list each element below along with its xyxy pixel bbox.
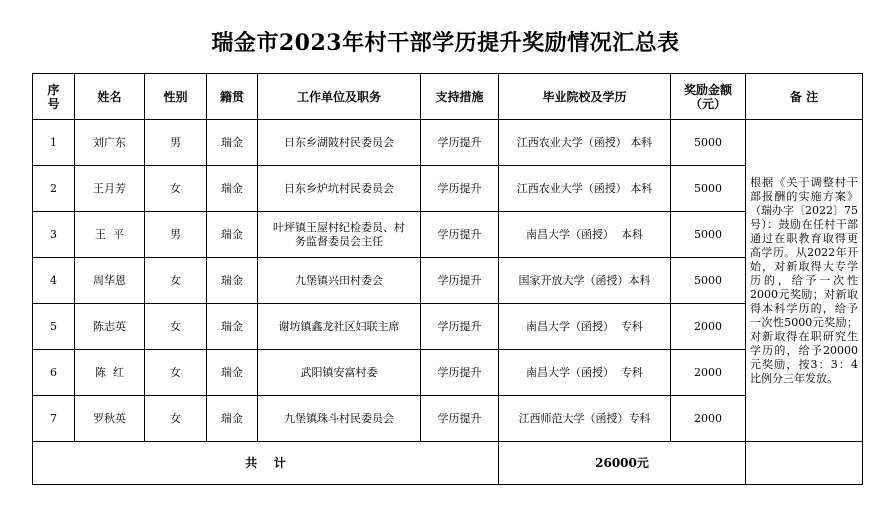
cell-unit: 九堡镇珠斗村民委员会 [258, 396, 421, 442]
cell-hometown: 瑞金 [207, 258, 258, 304]
header-gender: 性别 [145, 74, 207, 120]
table-row [33, 350, 863, 396]
cell-amount: 5000 [671, 258, 746, 304]
header-no: 序号 [33, 74, 75, 120]
cell-school: 国家开放大学（函授）本科 [499, 258, 671, 304]
header-hometown: 籍贯 [207, 74, 258, 120]
cell-school: 南昌大学（函授） 专科 [499, 350, 671, 396]
cell-school: 南昌大学（函授） 专科 [499, 304, 671, 350]
cell-no: 6 [33, 350, 75, 396]
cell-measure: 学历提升 [421, 212, 499, 258]
cell-name: 刘广东 [75, 120, 145, 166]
total-row [33, 442, 863, 485]
header-school: 毕业院校及学历 [499, 74, 671, 120]
table-row [33, 120, 863, 166]
cell-school: 江西农业大学（函授） 本科 [499, 120, 671, 166]
cell-no: 1 [33, 120, 75, 166]
header-measure: 支持措施 [421, 74, 499, 120]
cell-measure: 学历提升 [421, 120, 499, 166]
header-amount: 奖励金额（元） [671, 74, 746, 120]
table-row [33, 166, 863, 212]
cell-hometown: 瑞金 [207, 166, 258, 212]
cell-name: 王 平 [75, 212, 145, 258]
cell-hometown: 瑞金 [207, 350, 258, 396]
cell-measure: 学历提升 [421, 258, 499, 304]
cell-no: 5 [33, 304, 75, 350]
cell-amount: 2000 [671, 396, 746, 442]
cell-gender: 女 [145, 166, 207, 212]
cell-hometown: 瑞金 [207, 120, 258, 166]
cell-unit: 谢坊镇鑫龙社区妇联主席 [258, 304, 421, 350]
header-unit: 工作单位及职务 [258, 74, 421, 120]
cell-no: 7 [33, 396, 75, 442]
cell-school: 江西农业大学（函授） 本科 [499, 166, 671, 212]
cell-school: 南昌大学（函授） 本科 [499, 212, 671, 258]
cell-school: 江西师范大学（函授）专科 [499, 396, 671, 442]
cell-gender: 男 [145, 212, 207, 258]
cell-no: 4 [33, 258, 75, 304]
cell-amount: 5000 [671, 120, 746, 166]
cell-gender: 女 [145, 396, 207, 442]
cell-amount: 5000 [671, 212, 746, 258]
table-row [33, 258, 863, 304]
cell-measure: 学历提升 [421, 350, 499, 396]
cell-no: 3 [33, 212, 75, 258]
cell-unit: 日东乡炉坑村民委员会 [258, 166, 421, 212]
cell-hometown: 瑞金 [207, 212, 258, 258]
total-label: 共 计 [33, 442, 499, 485]
header-row [33, 74, 863, 120]
cell-amount: 2000 [671, 350, 746, 396]
cell-measure: 学历提升 [421, 304, 499, 350]
cell-unit: 九堡镇兴田村委会 [258, 258, 421, 304]
header-name: 姓名 [75, 74, 145, 120]
page-title: 瑞金市2023年村干部学历提升奖励情况汇总表 [211, 30, 680, 56]
cell-unit: 武阳镇安富村委 [258, 350, 421, 396]
header-remark: 备 注 [746, 74, 863, 120]
cell-amount: 2000 [671, 304, 746, 350]
table-row [33, 396, 863, 442]
remark-cell: 根据《关于调整村干部报酬的实施方案》（瑞办字〔2022〕75号）：鼓励在任村干部通过在职教育取得更高学历。从2022年开始，对新取得大专学历的，给予一次性2000元奖励；对新取得本科学历的，给予一次性5000元奖励；对新取得在职研究生学历的，给予20000元奖励，按3：3：4比例分三年发放。 [746, 120, 863, 442]
cell-unit: 叶坪镇王屋村纪检委员、村务监督委员会主任 [258, 212, 421, 258]
cell-gender: 女 [145, 258, 207, 304]
cell-no: 2 [33, 166, 75, 212]
cell-name: 王月芳 [75, 166, 145, 212]
cell-name: 陈志英 [75, 304, 145, 350]
cell-gender: 女 [145, 350, 207, 396]
total-remark-blank [746, 442, 863, 485]
cell-name: 陈 红 [75, 350, 145, 396]
cell-gender: 男 [145, 120, 207, 166]
reward-summary-table [32, 73, 863, 485]
cell-unit: 日东乡湖陂村民委员会 [258, 120, 421, 166]
cell-name: 周华恩 [75, 258, 145, 304]
table-row [33, 304, 863, 350]
total-amount: 26000元 [499, 442, 746, 485]
cell-hometown: 瑞金 [207, 304, 258, 350]
cell-gender: 女 [145, 304, 207, 350]
cell-measure: 学历提升 [421, 166, 499, 212]
cell-measure: 学历提升 [421, 396, 499, 442]
cell-amount: 5000 [671, 166, 746, 212]
table-row [33, 212, 863, 258]
cell-name: 罗秋英 [75, 396, 145, 442]
cell-hometown: 瑞金 [207, 396, 258, 442]
